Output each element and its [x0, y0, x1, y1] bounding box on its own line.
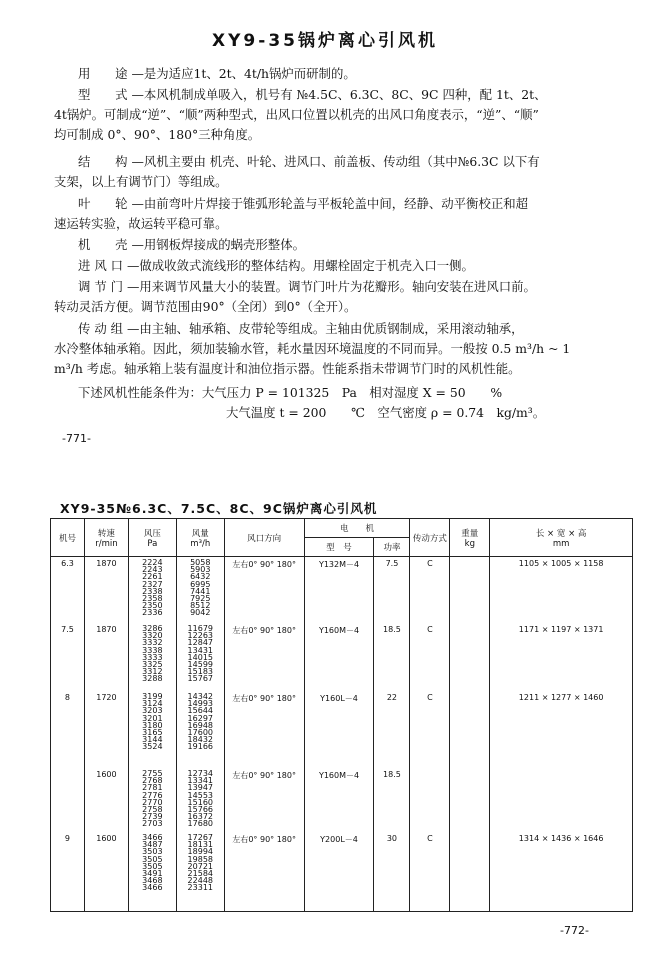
cell-speed: 1600 [84, 832, 128, 912]
section-text: 用钢板焊接成的蜗壳形整体。 [143, 237, 305, 252]
cell-model: Y200L－4 [304, 832, 374, 912]
cell-value: 2768 [142, 776, 163, 786]
fan-spec-table [50, 518, 633, 912]
section-type [54, 85, 623, 145]
section-label: 型 式 — [78, 87, 144, 102]
cell-value: 3165 [142, 727, 163, 737]
header-weight: 重量 kg [450, 519, 490, 557]
cell-value: 2224 [142, 558, 163, 567]
cell-value: 2336 [142, 608, 163, 618]
section-text: 风机主要由 机壳、叶轮、进风口、前盖板、传动组（其中№6.3C 以下有 [143, 154, 540, 169]
cell-dims: 1211 × 1277 × 1460 [490, 691, 633, 768]
cell-model: Y160M－4 [304, 768, 374, 832]
cell-value: 23311 [187, 883, 213, 893]
header-motor: 电 机 [304, 519, 410, 538]
cell-value: 3487 [142, 840, 163, 850]
section-label: 叶 轮 — [78, 196, 144, 211]
cell-drive [410, 768, 450, 832]
cell-value: 15183 [187, 667, 213, 677]
cell-pressure [128, 691, 176, 768]
cell-dims [490, 768, 633, 832]
cell-value: 2755 [142, 769, 163, 778]
cell-value: 12263 [187, 631, 213, 641]
cell-value: 19858 [187, 854, 213, 864]
cell-value: 2703 [142, 819, 163, 829]
cell-model: Y160M－4 [304, 623, 374, 691]
cell-value: 8512 [190, 601, 211, 611]
cell-value: 3320 [142, 631, 163, 641]
section-impeller [54, 194, 623, 234]
cell-value: 3503 [142, 847, 163, 857]
cell-value: 17680 [187, 819, 213, 829]
cell-pressure [128, 832, 176, 912]
cell-value: 3203 [142, 706, 163, 716]
cell-drive: C [410, 832, 450, 912]
cell-value: 3332 [142, 638, 163, 648]
cell-value: 15767 [187, 674, 213, 684]
header-direction: 风口方向 [224, 519, 304, 557]
section-text: 是为适应1t、2t、4t/h锅炉而研制的。 [143, 66, 356, 81]
cell-model: Y160L－4 [304, 691, 374, 768]
section-text: 由前弯叶片焊接于锥弧形轮盖与平板轮盖中间，经静、动平衡校正和超 [143, 196, 529, 211]
cell-value: 12734 [187, 769, 213, 778]
header-pressure: 风压 Pa [128, 519, 176, 557]
cell-value: 17267 [187, 833, 213, 842]
cell-value: 2739 [142, 812, 163, 822]
cell-value: 3333 [142, 652, 163, 662]
table-row [51, 768, 633, 832]
cell-value: 3466 [142, 833, 163, 842]
cell-value: 3505 [142, 861, 163, 871]
cell-value: 15644 [187, 706, 213, 716]
cell-value: 2776 [142, 790, 163, 800]
cell-no [51, 768, 85, 832]
cell-power: 18.5 [374, 623, 410, 691]
cell-value: 3199 [142, 692, 163, 701]
section-text: 做成收敛式流线形的整体结构。用螺栓固定于机壳入口一侧。 [139, 258, 474, 273]
cell-value: 3505 [142, 854, 163, 864]
cell-drive: C [410, 557, 450, 624]
cell-weight [450, 623, 490, 691]
cell-value: 6432 [190, 572, 211, 582]
section-continuation: m³/h 考虑。轴承箱上装有温度计和油位指示器。性能系指未带调节门时的风机性能。 [54, 361, 521, 376]
section-damper [54, 277, 623, 317]
section-usage [78, 64, 623, 84]
cell-power: 18.5 [374, 768, 410, 832]
header-speed: 转速 r/min [84, 519, 128, 557]
cell-value: 20721 [187, 861, 213, 871]
cell-value: 7441 [190, 586, 211, 596]
header-no: 机号 [51, 519, 85, 557]
cell-drive: C [410, 691, 450, 768]
cell-value: 2781 [142, 783, 163, 793]
section-continuation: 速运转实验，故运转平稳可靠。 [54, 216, 228, 231]
cell-no: 8 [51, 691, 85, 768]
cell-weight [450, 557, 490, 624]
cell-no: 7.5 [51, 623, 85, 691]
section-text: 本风机制成单吸入，机号有 №4.5C、6.3C、8C、9C 四种，配 1t、2t、 [143, 87, 547, 102]
section-label: 用 途 — [78, 66, 144, 81]
cell-value: 21584 [187, 868, 213, 878]
cell-power: 7.5 [374, 557, 410, 624]
section-text: 由主轴、轴承箱、皮带轮等组成。主轴由优质钢制成，采用滚动轴承， [139, 321, 524, 336]
section-continuation: 4t锅炉。可制成“逆”、“顺”两种型式，出风口位置以机壳的出风口角度表示，“逆”、“顺” [54, 107, 539, 122]
section-continuation: 均可制成 0°、90°、180°三种角度。 [54, 127, 261, 142]
cell-direction: 左右0° 90° 180° [224, 832, 304, 912]
section-label: 传 动 组 — [78, 321, 140, 336]
cell-weight [450, 768, 490, 832]
cell-value: 14993 [187, 699, 213, 709]
table-title: XY9-35№6.3C、7.5C、8C、9C锅炉离心引风机 [60, 501, 378, 516]
cell-value: 3338 [142, 645, 163, 655]
header-model: 型 号 [304, 538, 374, 557]
table-row [51, 557, 633, 624]
page-number: -772- [560, 924, 589, 937]
section-drive [54, 319, 623, 379]
cell-value: 3124 [142, 699, 163, 709]
cell-value: 19166 [187, 742, 213, 752]
header-power: 功率 [374, 538, 410, 557]
cell-value: 14342 [187, 692, 213, 701]
table-row [51, 623, 633, 691]
cell-dims: 1171 × 1197 × 1371 [490, 623, 633, 691]
cell-weight [450, 832, 490, 912]
cell-value: 3201 [142, 713, 163, 723]
section-label: 机 壳 — [78, 237, 144, 252]
section-inlet [78, 256, 623, 276]
cell-value: 14015 [187, 652, 213, 662]
cell-flow [176, 832, 224, 912]
cell-value: 5903 [190, 565, 211, 575]
cell-value: 13431 [187, 645, 213, 655]
cell-value: 11679 [187, 624, 213, 633]
cell-value: 2758 [142, 804, 163, 814]
cell-flow [176, 691, 224, 768]
cell-pressure [128, 768, 176, 832]
table-row [51, 691, 633, 768]
cell-value: 2358 [142, 593, 163, 603]
page-title: XY9-35锅炉离心引风机 [212, 31, 438, 51]
cell-value: 13341 [187, 776, 213, 786]
section-text: 用来调节风量大小的装置。调节门叶片为花瓣形。轴向安装在进风口前。 [139, 279, 536, 294]
cell-value: 3312 [142, 667, 163, 677]
cell-value: 7925 [190, 593, 211, 603]
cell-speed: 1600 [84, 768, 128, 832]
section-continuation: 支架，以上有调节门）等组成。 [54, 174, 228, 189]
conditions-line-1: 下述风机性能条件为：大气压力 P = 101325 Pa 相对湿度 X = 50 % [78, 385, 503, 400]
cell-pressure [128, 557, 176, 624]
cell-value: 3144 [142, 735, 163, 745]
cell-weight [450, 691, 490, 768]
cell-no: 9 [51, 832, 85, 912]
cell-value: 3325 [142, 659, 163, 669]
cell-value: 3288 [142, 674, 163, 684]
cell-flow [176, 768, 224, 832]
cell-direction: 左右0° 90° 180° [224, 557, 304, 624]
cell-value: 15766 [187, 804, 213, 814]
cell-direction: 左右0° 90° 180° [224, 768, 304, 832]
header-drive: 传动方式 [410, 519, 450, 557]
cell-value: 2770 [142, 797, 163, 807]
cell-no: 6.3 [51, 557, 85, 624]
cell-value: 13947 [187, 783, 213, 793]
cell-speed: 1870 [84, 557, 128, 624]
cell-value: 3180 [142, 720, 163, 730]
section-label: 调 节 门 — [78, 279, 140, 294]
cell-drive: C [410, 623, 450, 691]
cell-value: 9042 [190, 608, 211, 618]
cell-value: 18131 [187, 840, 213, 850]
cell-dims: 1314 × 1436 × 1646 [490, 832, 633, 912]
cell-power: 22 [374, 691, 410, 768]
cell-direction: 左右0° 90° 180° [224, 691, 304, 768]
cell-value: 2350 [142, 601, 163, 611]
cell-value: 2261 [142, 572, 163, 582]
cell-flow [176, 623, 224, 691]
cell-speed: 1720 [84, 691, 128, 768]
cell-speed: 1870 [84, 623, 128, 691]
section-continuation: 转动灵活方便。调节范围由90°（全闭）到0°（全开）。 [54, 299, 357, 314]
cell-value: 2243 [142, 565, 163, 575]
cell-value: 3491 [142, 868, 163, 878]
cell-value: 18432 [187, 735, 213, 745]
section-label: 结 构 — [78, 154, 144, 169]
cell-value: 3524 [142, 742, 163, 752]
table-row [51, 832, 633, 912]
header-flow: 风量 m³/h [176, 519, 224, 557]
page-number: -771- [62, 432, 91, 445]
cell-value: 12847 [187, 638, 213, 648]
cell-dims: 1105 × 1005 × 1158 [490, 557, 633, 624]
cell-value: 17600 [187, 727, 213, 737]
cell-value: 6995 [190, 579, 211, 589]
cell-pressure [128, 623, 176, 691]
section-structure [54, 152, 623, 192]
cell-flow [176, 557, 224, 624]
cell-value: 15160 [187, 797, 213, 807]
cell-value: 2327 [142, 579, 163, 589]
cell-value: 3468 [142, 876, 163, 886]
cell-value: 14553 [187, 790, 213, 800]
section-label: 进 风 口 — [78, 258, 140, 273]
cell-value: 3466 [142, 883, 163, 893]
cell-value: 16372 [187, 812, 213, 822]
cell-value: 5058 [190, 558, 211, 567]
conditions-line-2: 大气温度 t = 200 ℃ 空气密度 ρ = 0.74 kg/m³。 [226, 405, 546, 420]
cell-model: Y132M－4 [304, 557, 374, 624]
performance-conditions [78, 383, 638, 423]
cell-direction: 左右0° 90° 180° [224, 623, 304, 691]
cell-value: 14599 [187, 659, 213, 669]
cell-value: 3286 [142, 624, 163, 633]
cell-value: 2338 [142, 586, 163, 596]
section-casing [78, 235, 623, 255]
section-continuation: 水冷整体轴承箱。因此，须加装输水管，耗水量因环境温度的不同而异。一般按 0.5 m³/h ~ 1 [54, 341, 571, 356]
cell-value: 18994 [187, 847, 213, 857]
header-dims: 长 × 宽 × 高 mm [490, 519, 633, 557]
cell-value: 16948 [187, 720, 213, 730]
cell-power: 30 [374, 832, 410, 912]
cell-value: 22448 [187, 876, 213, 886]
cell-value: 16297 [187, 713, 213, 723]
